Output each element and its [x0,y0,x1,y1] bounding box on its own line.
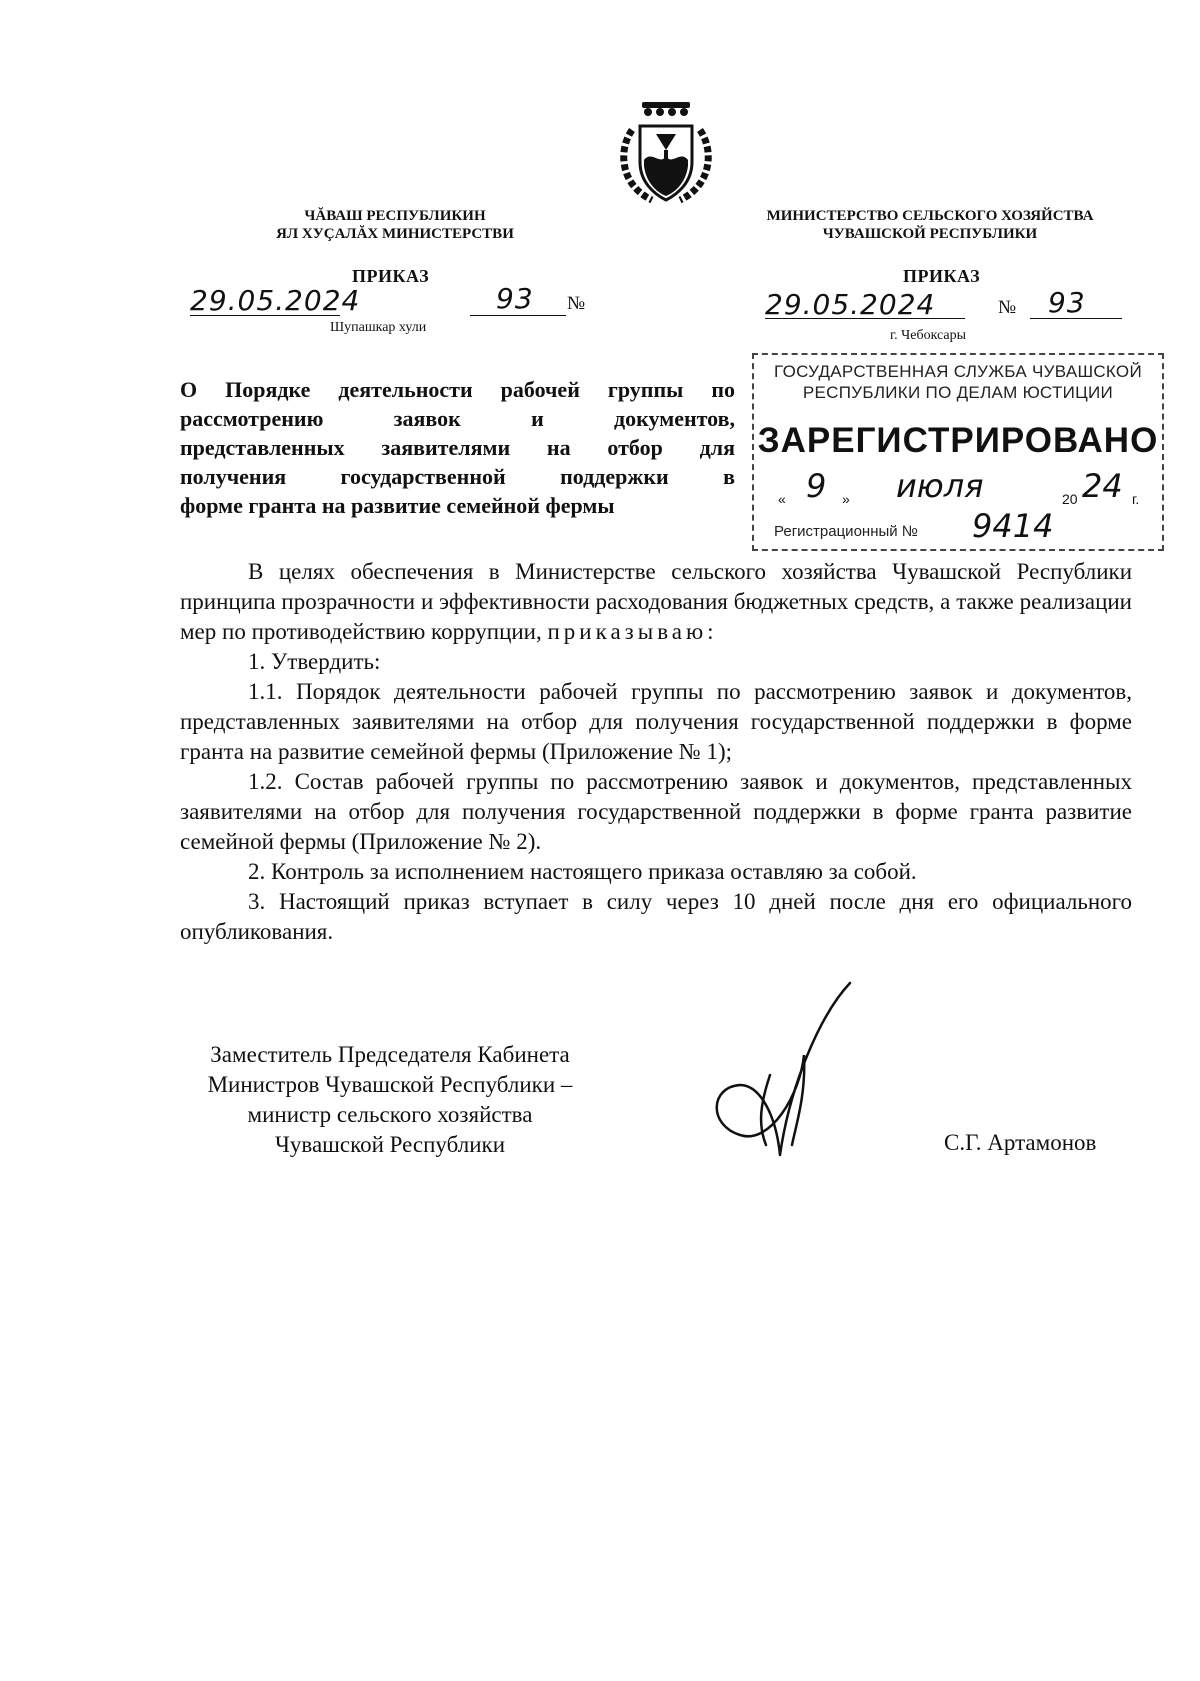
order-body [180,557,1132,947]
preamble-text: В целях обеспечения в Министерстве сельского хозяйства Чувашской Республики принципа прозрачности и эффективности расходования бюджетных средств, а также реализации мер по противодействию коррупции, [180,559,1132,644]
item-2: 2. Контроль за исполнением настоящего приказа оставляю за собой. [248,859,917,884]
handwritten-number-left: 93 [496,282,534,315]
org-name-chuvash [245,207,545,243]
order-verb: приказываю: [547,619,718,644]
date-underline-left [190,315,340,316]
place-russian: г. Чебоксары [890,328,967,343]
org-name-chuvash-line1: ЧĂВАШ РЕСПУБЛИКИН [304,208,486,224]
order-title-line1: О Порядке деятельности рабочей группы по [180,377,735,402]
stamp-org-line2: РЕСПУБЛИКИ ПО ДЕЛАМ ЮСТИЦИИ [802,383,1114,402]
item-3: 3. Настоящий приказ вступает в силу через 10 дней после дня его официального опубликования. [180,889,1132,944]
stamp-month: июля [896,467,984,505]
org-name-russian-line1: МИНИСТЕРСТВО СЕЛЬСКОГО ХОЗЯЙСТВА [766,208,1094,224]
date-underline-right [765,318,965,319]
item-1-2: 1.2. Состав рабочей группы по рассмотрению заявок и документов, представленных заявителями на отбор для получения государственной поддержки в форме гранта развитие семейной фермы (Приложение № 2). [180,769,1132,854]
stamp-registered-label: ЗАРЕГИСТРИРОВАНО [757,421,1159,460]
stamp-quote-open: « [778,491,786,507]
handwritten-date-left: 29.05.2024 [190,284,361,317]
stamp-org [754,361,1162,403]
registration-stamp [752,353,1164,551]
handwritten-number-right: 93 [1048,286,1086,319]
signatory-position-line1: Заместитель Председателя Кабинета [210,1042,570,1067]
signatory-position-line4: Чувашской Республики [274,1132,506,1157]
signatory-position-line3: министр сельского хозяйства [247,1102,533,1127]
stamp-year-prefix: 20 [1062,491,1078,507]
doc-type-chuvash: ПРИКАЗ [352,266,430,286]
item-1: 1. Утвердить: [248,649,381,674]
number-sign-left: № [567,293,586,314]
stamp-org-line1: ГОСУДАРСТВЕННАЯ СЛУЖБА ЧУВАШСКОЙ [774,362,1142,381]
stamp-day: 9 [806,467,827,505]
place-chuvash: Шупашкар хули [330,320,427,335]
coat-of-arms-emblem-icon [612,100,720,210]
signatory-position-line2: Министров Чувашской Республики – [207,1072,573,1097]
doc-type-russian: ПРИКАЗ [903,266,981,286]
number-sign-right: № [998,297,1017,318]
item-1-1: 1.1. Порядок деятельности рабочей группы по рассмотрению заявок и документов, представленных заявителями на отбор для получения государственной поддержки в форме гранта на развитие семейной фермы (Приложение № 1); [180,679,1132,764]
signatory-position [170,1040,610,1160]
org-name-russian [745,207,1115,243]
order-title-line5: форме гранта на развитие семейной фермы [180,493,615,518]
org-name-russian-line2: ЧУВАШСКОЙ РЕСПУБЛИКИ [822,226,1038,242]
stamp-year-suffix: 24 [1082,467,1123,505]
stamp-regno-label: Регистрационный № [774,523,918,540]
order-title-line4: получения государственной поддержки в [180,464,735,489]
number-underline-left [470,315,566,316]
stamp-year-unit: г. [1132,491,1140,507]
preamble-paragraph [180,557,1132,647]
stamp-quote-close: » [842,491,850,507]
order-title-line3: представленных заявителями на отбор для [180,435,735,460]
org-name-chuvash-line2: ЯЛ ХУÇАЛĂХ МИНИСТЕРСТВИ [276,226,514,242]
handwritten-signature [700,975,880,1175]
order-title-line2: рассмотрению заявок и документов, [180,406,735,431]
order-title [180,375,735,520]
stamp-regno-value: 9414 [972,507,1054,545]
number-underline-right [1030,318,1122,319]
handwritten-date-right: 29.05.2024 [765,288,936,321]
signatory-name: С.Г. Артамонов [944,1130,1097,1155]
stamp-date [778,467,1148,513]
